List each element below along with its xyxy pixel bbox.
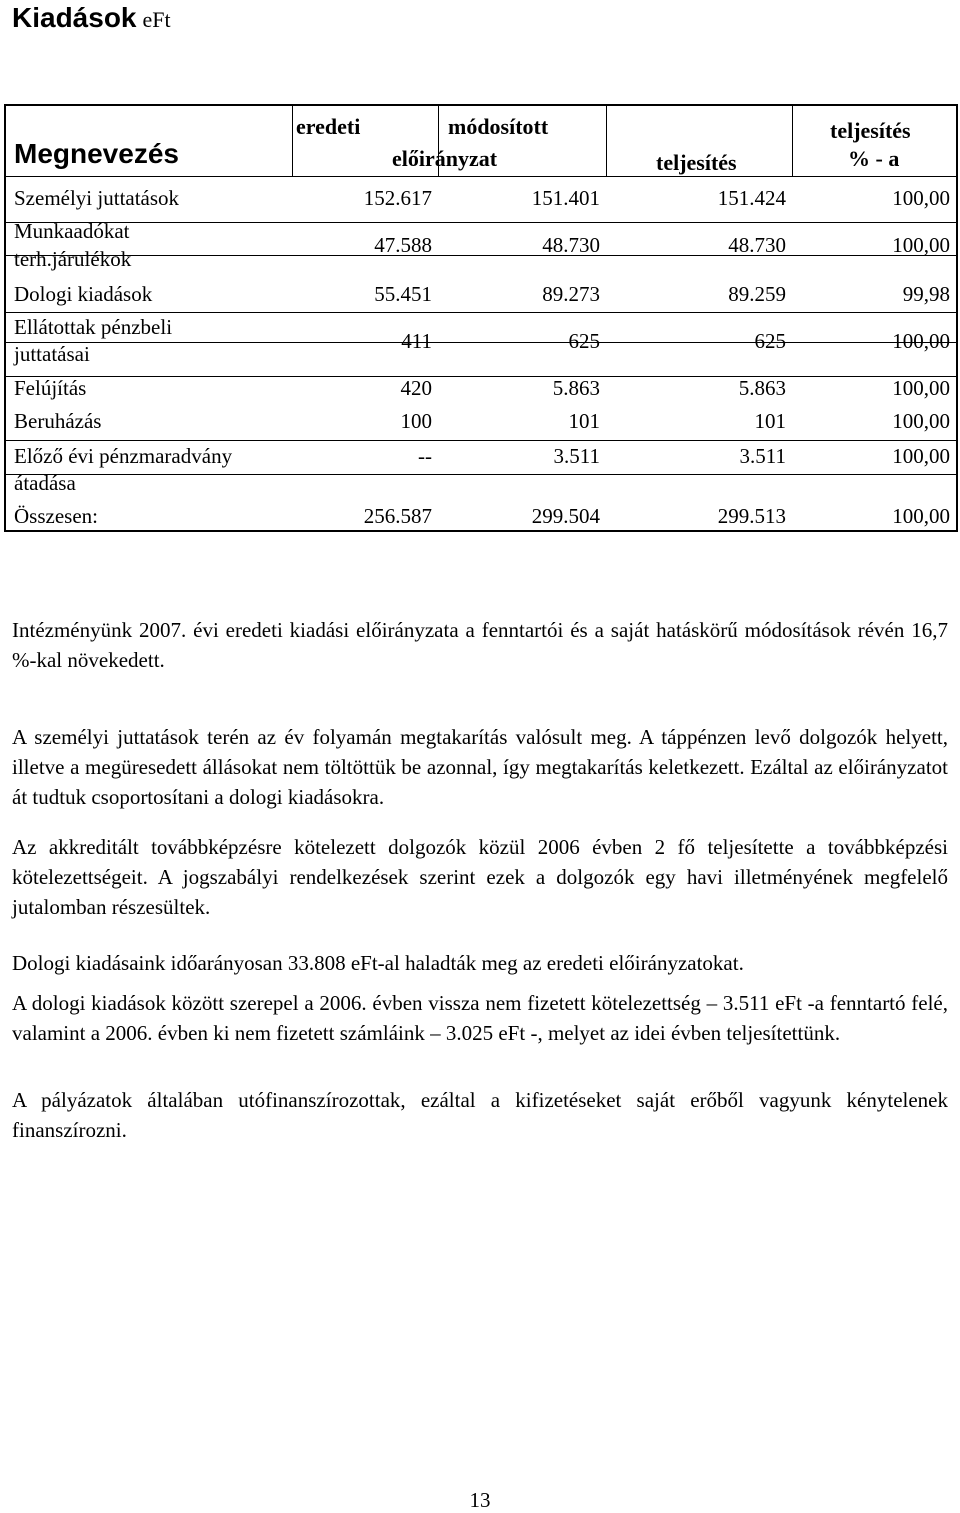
header-modositott: módosított [448, 114, 549, 139]
row-divider [6, 440, 956, 441]
row-name-line: Összesen: [14, 504, 98, 528]
cell-pct: 100,00 [892, 376, 950, 400]
header-col-line [606, 106, 607, 176]
row-name-line: Dologi kiadások [14, 282, 153, 306]
header-eredeti: eredeti [296, 114, 361, 139]
paragraph: A személyi juttatások terén az év folyamán megtakarítás valósult meg. A táppénzen levő dolgozók helyett, illetve a megüresedett állásokat nem töltöttük be azonnal, így megtakarítás keletkezett. Ezáltal az előirányzatot át tudtuk csoportosítani a dologi kiadásokra. [12, 725, 948, 809]
cell-eredeti: 47.588 [374, 233, 432, 257]
cell-teljesites: 48.730 [728, 233, 786, 257]
paragraph: Az akkreditált továbbképzésre kötelezett dolgozók közül 2006 évben 2 fő teljesítette a továbbképzési kötelezettségeit. A jogszabályi rendelkezések szerint ezek a dolgozók egy havi illetményének megfelelő jutalomban részesültek. [12, 835, 948, 919]
cell-teljesites: 5.863 [738, 376, 786, 400]
cell-eredeti: 100 [400, 409, 432, 433]
header-pct-line1: teljesítés [830, 118, 911, 143]
header-col-line [792, 106, 793, 176]
row-name-line: Előző évi pénzmaradvány [14, 444, 233, 468]
cell-pct: 100,00 [892, 409, 950, 433]
row-name-line: Beruházás [14, 409, 102, 433]
cell-pct: 100,00 [892, 504, 950, 528]
cell-modositott: 5.863 [552, 376, 600, 400]
paragraph: Dologi kiadásaink időarányosan 33.808 eFt-al haladták meg az eredeti előirányzatokat. [12, 951, 744, 975]
paragraph: A dologi kiadások között szerepel a 2006. évben vissza nem fizetett kötelezettség – 3.511 eFt -a fenntartó felé, valamint a 2006. évben ki nem fizetett számláink – 3.025 eFt -, melyet az idei évben teljesítettünk. [12, 991, 948, 1045]
row-name-line: átadása [14, 471, 76, 495]
cell-modositott: 3.511 [553, 444, 600, 468]
cell-eredeti: 256.587 [363, 504, 432, 528]
cell-eredeti: -- [418, 444, 432, 468]
header-megnevezes: Megnevezés [14, 138, 179, 169]
row-divider [6, 312, 956, 313]
row-name-line: terh.járulékok [14, 247, 132, 271]
cell-teljesites: 299.513 [717, 504, 786, 528]
row-divider [6, 222, 956, 223]
cell-modositott: 48.730 [542, 233, 600, 257]
cell-eredeti: 420 [400, 376, 432, 400]
cell-modositott: 299.504 [531, 504, 600, 528]
row-divider [6, 474, 956, 475]
header-pct-line2: % - a [848, 146, 900, 171]
cell-eredeti: 411 [401, 329, 432, 353]
cell-modositott: 151.401 [531, 186, 600, 210]
cell-eredeti: 152.617 [363, 186, 432, 210]
row-name-line: Felújítás [14, 376, 87, 400]
row-name-line: Ellátottak pénzbeli [14, 315, 173, 339]
row-name-line: juttatásai [14, 342, 90, 366]
cell-pct: 99,98 [902, 282, 950, 306]
paragraph: A pályázatok általában utófinanszírozottak, ezáltal a kifizetéseket saját erőből vagyunk kénytelenek finanszírozni. [12, 1088, 948, 1142]
header-col-line [292, 106, 293, 176]
cell-pct: 100,00 [892, 444, 950, 468]
cell-pct: 100,00 [892, 186, 950, 210]
title-text: Kiadások [12, 2, 137, 33]
cell-pct: 100,00 [892, 329, 950, 353]
cell-modositott: 625 [568, 329, 600, 353]
cell-pct: 100,00 [892, 233, 950, 257]
cell-teljesites: 101 [754, 409, 786, 433]
cell-modositott: 89.273 [542, 282, 600, 306]
title-unit: eFt [142, 7, 171, 32]
cell-teljesites: 3.511 [739, 444, 786, 468]
row-divider [6, 176, 956, 177]
cell-teljesites: 151.424 [717, 186, 786, 210]
cell-teljesites: 89.259 [728, 282, 786, 306]
page-title [12, 2, 171, 34]
row-name-line: Munkaadókat [14, 219, 130, 243]
row-name-line: Személyi juttatások [14, 186, 180, 210]
cell-teljesites: 625 [754, 329, 786, 353]
expense-table [4, 104, 958, 532]
header-eloiranyzat: előirányzat [392, 146, 498, 171]
page-number: 13 [469, 1488, 491, 1512]
header-teljesites: teljesítés [656, 150, 737, 175]
cell-modositott: 101 [568, 409, 600, 433]
paragraph: Intézményünk 2007. évi eredeti kiadási előirányzata a fenntartói és a saját hatáskörű módosítások révén 16,7 %-kal növekedett. [12, 618, 948, 672]
cell-eredeti: 55.451 [374, 282, 432, 306]
